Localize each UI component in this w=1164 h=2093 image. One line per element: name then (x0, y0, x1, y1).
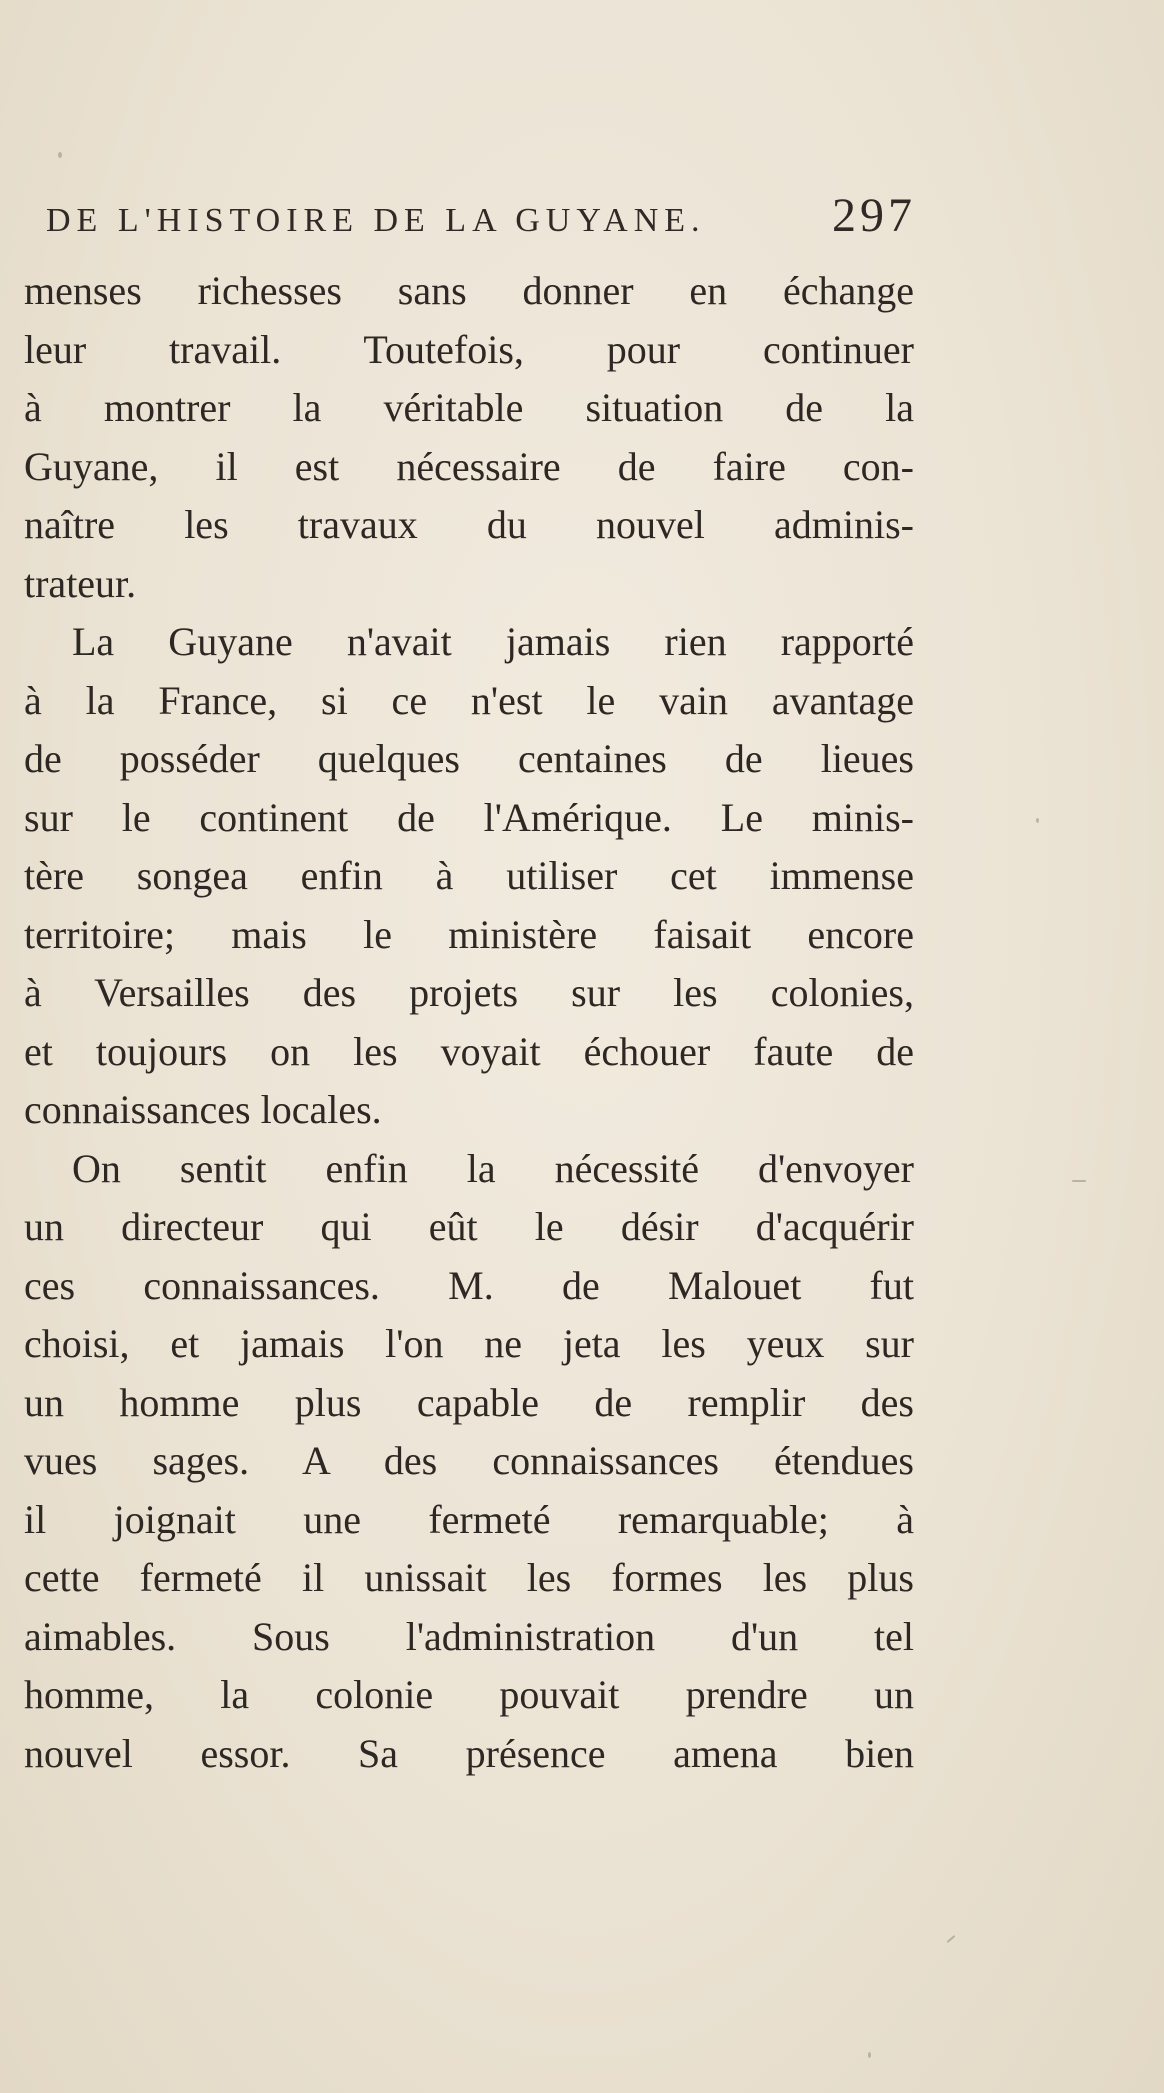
text-line: territoire; mais le ministère faisait encore (24, 911, 914, 957)
text-line: naître les travaux du nouvel adminis- (24, 502, 914, 547)
paragraph-end-line: connaissances locales. (24, 1087, 382, 1132)
text-line: Guyane, il est nécessaire de faire con- (24, 443, 914, 489)
text-line: choisi, et jamais l'on ne jeta les yeux sur (24, 1321, 914, 1366)
text-line: vues sages. A des connaissances étendues (24, 1438, 914, 1483)
text-line: à montrer la véritable situation de la (24, 385, 914, 430)
text-line: nouvel essor. Sa présence amena bien (24, 1730, 914, 1776)
text-line: à Versailles des projets sur les colonies, (24, 970, 914, 1015)
paper-speck (947, 1935, 956, 1943)
text-line: un homme plus capable de remplir des (24, 1379, 914, 1425)
text-line: sur le continent de l'Amérique. Le minis- (24, 794, 914, 840)
text-line: homme, la colonie pouvait prendre un (24, 1672, 914, 1717)
text-line: de posséder quelques centaines de lieues (24, 736, 914, 781)
paper-speck (868, 2052, 871, 2058)
text-line: menses richesses sans donner en échange (24, 268, 914, 313)
text-line: ces connaissances. M. de Malouet fut (24, 1262, 914, 1308)
text-line: leur travail. Toutefois, pour continuer (24, 326, 914, 372)
paper-speck (1072, 1180, 1086, 1182)
text-line: un directeur qui eût le désir d'acquérir (24, 1204, 914, 1249)
text-line: il joignait une fermeté remarquable; à (24, 1496, 914, 1542)
text-line: et toujours on les voyait échouer faute de (24, 1028, 914, 1074)
paragraph-start-line: On sentit enfin la nécessité d'envoyer (72, 1145, 914, 1191)
text-line: aimables. Sous l'administration d'un tel (24, 1613, 914, 1659)
running-title: DE L'HISTOIRE DE LA GUYANE. (46, 202, 706, 239)
text-line: à la France, si ce n'est le vain avantage (24, 677, 914, 723)
page-number: 297 (832, 189, 916, 242)
paragraph-start-line: La Guyane n'avait jamais rien rapporté (72, 619, 914, 664)
running-head (46, 188, 916, 248)
paragraph-end-line: trateur. (24, 560, 137, 606)
text-line: cette fermeté il unissait les formes les plus (24, 1555, 914, 1600)
body-text (24, 262, 914, 1783)
text-line: tère songea enfin à utiliser cet immense (24, 853, 914, 898)
paper-speck (58, 152, 62, 158)
paper-speck (1036, 818, 1039, 823)
